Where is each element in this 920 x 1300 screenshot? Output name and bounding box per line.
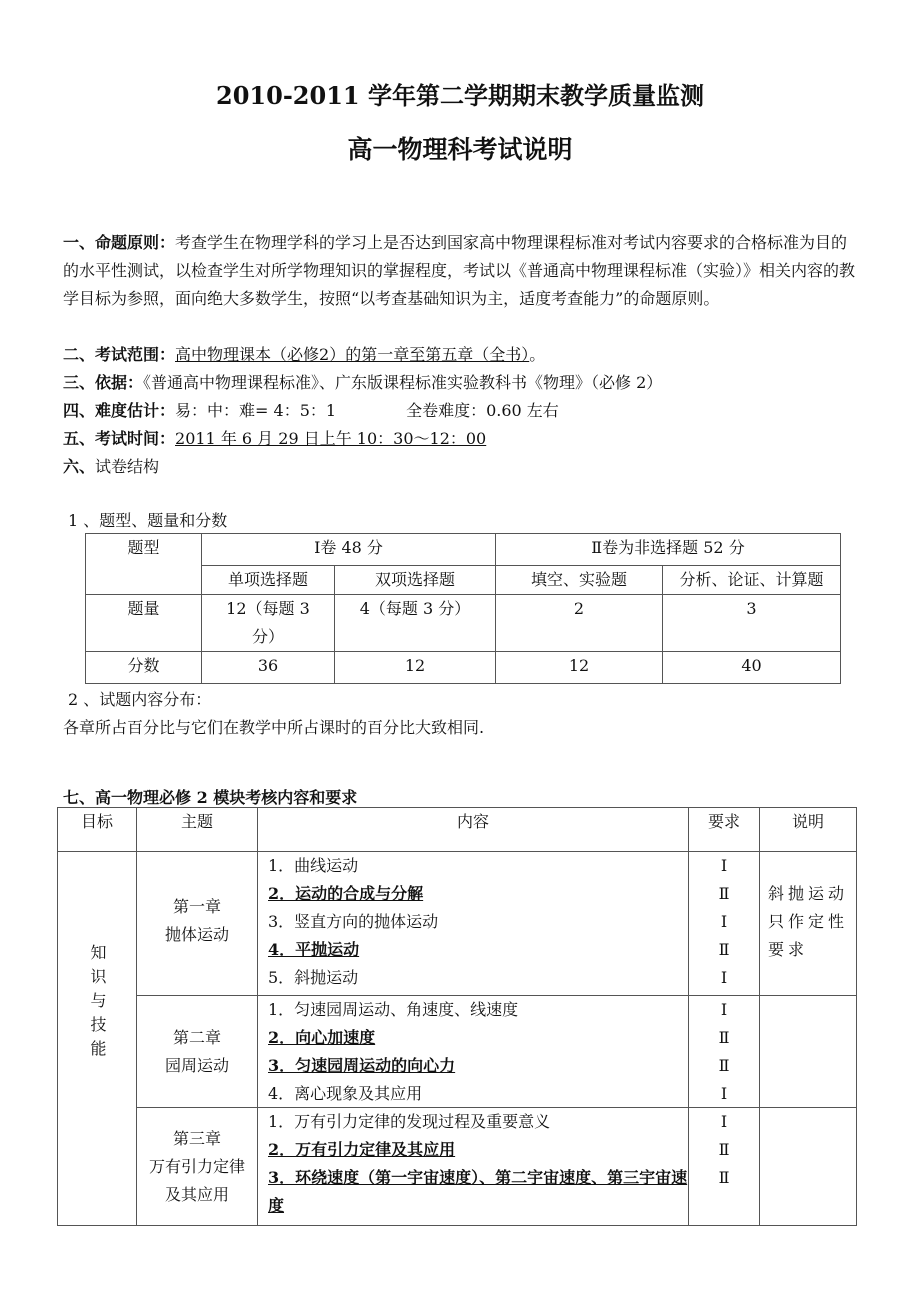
section-label: 二、考试范围： xyxy=(63,345,176,364)
header-volume-2: Ⅱ卷为非选择题 52 分 xyxy=(496,534,841,566)
section-label: 三、依据： xyxy=(63,373,144,392)
chapter-3-note xyxy=(760,1108,857,1226)
content-item: 2．运动的合成与分解 xyxy=(268,884,424,903)
section-label: 五、考试时间： xyxy=(63,429,176,448)
requirement-level: Ⅱ xyxy=(718,1168,730,1187)
chapter-2-title xyxy=(137,996,258,1108)
col-header: 分析、论证、计算题 xyxy=(663,566,841,595)
section-text: 考查学生在物理学科的学习上是否达到国家高中物理课程标准对考试内容要求的合格标准为目的的水平性测试，以检查学生对所学物理知识的掌握程度，考试以《普通高中物理课程标准（实验）》相关内容的教学目标为参照，面向绝大多数学生，按照“以考查基础知识为主，适度考查能力”的命题原则。 xyxy=(63,233,856,308)
requirement-level: Ⅱ xyxy=(718,1028,730,1047)
requirement-level: Ⅱ xyxy=(718,1140,730,1159)
section-text: 《普通高中物理课程标准》、广东版课程标准实验教科书《物理》（必修 2） xyxy=(143,373,663,392)
chapter-name: 万有引力定律及其应用 xyxy=(148,1156,245,1204)
section-basis xyxy=(63,369,863,397)
subsection-2-text: 各章所占百分比与它们在教学中所占课时的百分比大致相同. xyxy=(63,718,485,737)
section-label: 四、难度估计： xyxy=(63,401,176,420)
section-principle xyxy=(63,229,863,313)
chapter-3-title xyxy=(137,1108,258,1226)
header-volume-1: Ⅰ卷 48 分 xyxy=(202,534,496,566)
section-text: 高中物理课本（必修2）的第一章至第五章（全书） xyxy=(175,345,530,364)
content-item: 4．离心现象及其应用 xyxy=(268,1084,423,1103)
cell: 12 xyxy=(335,652,496,684)
chapter-1-title xyxy=(137,852,258,996)
col-header: 填空、实验题 xyxy=(496,566,663,595)
content-item: 5．斜抛运动 xyxy=(268,968,359,987)
content-item: 3．匀速园周运动的向心力 xyxy=(268,1056,456,1075)
assessment-table xyxy=(57,807,857,1226)
requirement-level: Ⅱ xyxy=(718,884,730,903)
chapter-name: 园周运动 xyxy=(164,1055,229,1075)
cell: 3 xyxy=(663,595,841,652)
requirement-level: Ⅱ xyxy=(718,1056,730,1075)
header-content: 内容 xyxy=(258,808,689,852)
requirement-level: Ⅰ xyxy=(720,1112,728,1131)
section-tail: 。 xyxy=(529,345,546,364)
content-item: 3．竖直方向的抛体运动 xyxy=(268,912,439,931)
row-label: 分数 xyxy=(86,652,202,684)
requirement-level: Ⅰ xyxy=(720,912,728,931)
section-7-title: 七、高一物理必修 2 模块考核内容和要求 xyxy=(63,788,358,807)
header-requirement: 要求 xyxy=(689,808,760,852)
chapter-3-content xyxy=(258,1108,689,1226)
chapter-2-requirements xyxy=(689,996,760,1108)
section-structure xyxy=(63,453,863,481)
section-extra: 全卷难度：0.60 左右 xyxy=(406,401,559,420)
cell: 40 xyxy=(663,652,841,684)
col-header: 双项选择题 xyxy=(335,566,496,595)
document-subtitle: 高一物理科考试说明 xyxy=(347,135,573,164)
cell: 36 xyxy=(202,652,335,684)
section-text: 2011 年 6 月 29 日上午 10：30～12：00 xyxy=(175,429,487,448)
section-scope xyxy=(63,341,863,369)
chapter-name: 抛体运动 xyxy=(164,924,229,944)
cell: 12（每题 3 分） xyxy=(202,595,335,652)
chapter-number: 第一章 xyxy=(172,896,221,916)
cell: 12 xyxy=(496,652,663,684)
requirement-level: Ⅰ xyxy=(720,968,728,987)
chapter-1-requirements xyxy=(689,852,760,996)
section-label: 一、命题原则： xyxy=(63,233,176,252)
subsection-1: 1 、题型、题量和分数 xyxy=(68,511,228,530)
goal-label: 知识与技能 xyxy=(88,944,107,1064)
chapter-2-note xyxy=(760,996,857,1108)
chapter-2-content xyxy=(258,996,689,1108)
chapter-number: 第二章 xyxy=(172,1027,221,1047)
chapter-3-requirements xyxy=(689,1108,760,1226)
subsection-2: 2 、试题内容分布： xyxy=(68,690,212,709)
content-item: 1．万有引力定律的发现过程及重要意义 xyxy=(268,1112,551,1131)
content-item: 2．向心加速度 xyxy=(268,1028,376,1047)
header-goal: 目标 xyxy=(58,808,137,852)
content-item: 1．曲线运动 xyxy=(268,856,359,875)
content-item: 1．匀速园周运动、角速度、线速度 xyxy=(268,1000,519,1019)
row-label: 题量 xyxy=(86,595,202,652)
requirement-level: Ⅱ xyxy=(718,940,730,959)
header-note: 说明 xyxy=(760,808,857,852)
col-header: 单项选择题 xyxy=(202,566,335,595)
chapter-1-note: 斜抛运动只作定性要求 xyxy=(760,852,857,996)
section-label: 六、 xyxy=(63,457,96,476)
section-text: 易：中：难= 4：5：1 xyxy=(175,401,337,420)
header-type: 题型 xyxy=(86,534,202,595)
content-item: 2．万有引力定律及其应用 xyxy=(268,1140,456,1159)
chapter-number: 第三章 xyxy=(172,1128,221,1148)
header-topic: 主题 xyxy=(137,808,258,852)
document-title: 2010-2011 学年第二学期期末教学质量监测 xyxy=(216,81,704,110)
content-item: 4．平抛运动 xyxy=(268,940,360,959)
section-difficulty xyxy=(63,397,863,425)
requirement-level: Ⅰ xyxy=(720,1000,728,1019)
requirement-level: Ⅰ xyxy=(720,1084,728,1103)
question-type-table xyxy=(85,533,841,684)
requirement-level: Ⅰ xyxy=(720,856,728,875)
section-text: 试卷结构 xyxy=(95,457,160,476)
section-time xyxy=(63,425,863,453)
chapter-1-content xyxy=(258,852,689,996)
cell: 2 xyxy=(496,595,663,652)
cell: 4（每题 3 分） xyxy=(335,595,496,652)
content-item: 3．环绕速度（第一宇宙速度）、第二宇宙速度、第三宇宙速度 xyxy=(268,1168,688,1215)
